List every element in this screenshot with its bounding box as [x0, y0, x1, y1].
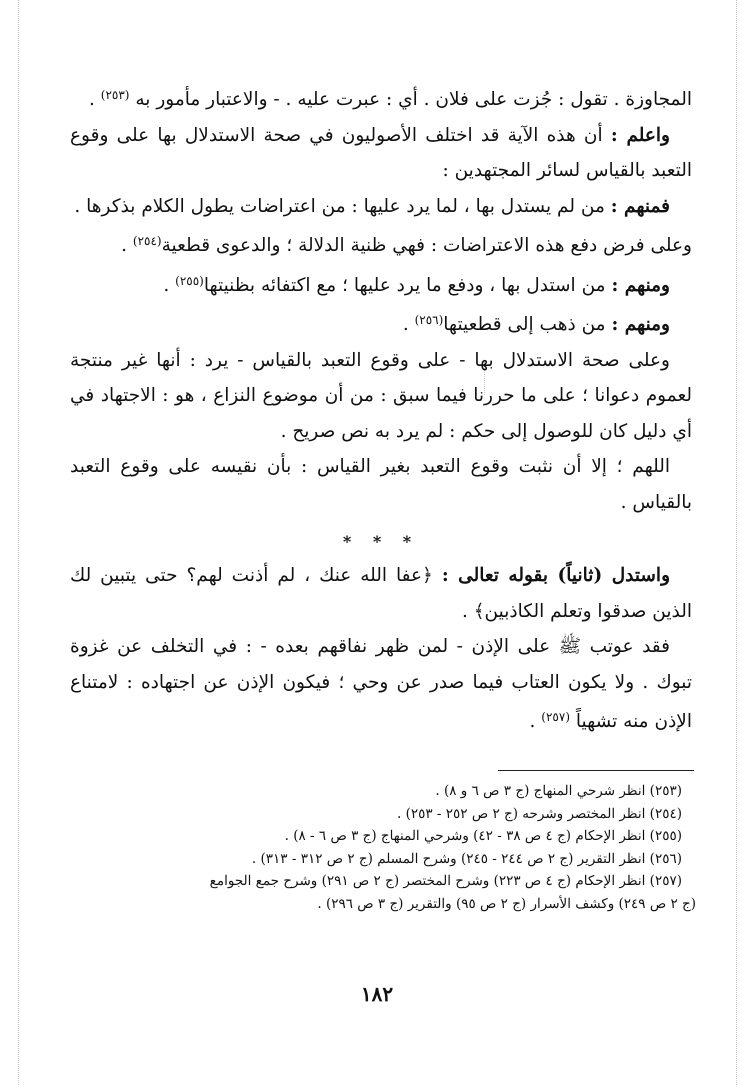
paragraph-8: اللهم ؛ إلا أن نثبت وقوع التعبد بغير القياس : بأن نقيسه على وقوع التعبد بالقياس . — [70, 456, 692, 513]
margin-dots-right — [736, 0, 737, 1085]
paragraph-9: واستدل (ثانياً) بقوله تعالى : ﴿عفا الله عنك ، لم أذنت لهم؟ حتى يتبين لك الذين صدقوا وتعلم الكاذبين﴾ . — [70, 565, 692, 622]
main-text — [70, 78, 692, 740]
footnote-257-continued: (ج ٢ ص ٢٤٩) وكشف الأسرار (ج ٢ ص ٩٥) والتقرير (ج ٣ ص ٢٩٦) . — [317, 895, 696, 912]
paragraph-1: المجاوزة . تقول : جُزت على فلان . أي : عبرت عليه . - والاعتبار مأمور به $^{(٢٥٣)}$ . — [89, 88, 692, 110]
paragraph-5: ومنهم : من استدل بها ، ودفع ما يرد عليها ؛ مع اكتفائه بظنيتها$^{(٢٥٥)}$ . — [163, 273, 670, 296]
paragraph-10: فقد عوتب ﷺ على الإذن - لمن ظهر نفاقهم بعده - : في التخلف عن غزوة تبوك . ولا يكون العتاب فيما صدر عن وحي ؛ فيكون الإذن عن اجتهاده : لامتناع الإذن منه تشهياً $^{(٢٥٧)}$ . — [70, 636, 692, 732]
footnote-ref-255[interactable]: (٢٥٥) — [175, 273, 204, 288]
footnote-ref-257[interactable]: (٢٥٧) — [541, 710, 571, 724]
section-separator: * * * — [342, 532, 420, 551]
footnote-254: (٢٥٤) انظر المختصر وشرحه (ج ٢ ص ٢٥٢ - ٢٥٣) . — [397, 805, 682, 822]
paragraph-7: وعلى صحة الاستدلال بها - على وقوع التعبد بالقياس - يرد : أنها غير منتجة لعموم دعوانا ؛ على ما حررنا فيما سبق : من أن موضوع النزاع ، هو : الاجتهاد في أي دليل كان للوصول إلى حكم : لم يرد به نص صريح . — [70, 349, 692, 442]
footnote-257: (٢٥٧) انظر الإحكام (ج ٤ ص ٢٢٣) وشرح المختصر (ج ٢ ص ٢٩١) وشرح جمع الجوامع — [209, 873, 682, 889]
footnote-ref-254[interactable]: (٢٥٤) — [132, 234, 162, 248]
paragraph-9-lead: واستدل (ثانياً) بقوله تعالى : — [441, 565, 670, 586]
footnote-256: (٢٥٦) انظر التقرير (ج ٢ ص ٢٤٤ - ٢٤٥) وشرح المسلم (ج ٢ ص ٣١٢ - ٣١٣) . — [251, 850, 682, 867]
footnote-separator — [498, 770, 694, 771]
footnote-255: (٢٥٥) انظر الإحكام (ج ٤ ص ٣٨ - ٤٢) وشرحي المنهاج (ج ٣ ص ٦ - ٨) . — [284, 828, 682, 844]
paragraph-2: واعلم : أن هذه الآية قد اختلف الأصوليون في صحة الاستدلال بها على وقوع التعبد بالقياس لسائر المجتهدين : — [70, 124, 692, 181]
footnote-ref-253[interactable]: (٢٥٣) — [100, 88, 130, 102]
paragraph-4: وعلى فرض دفع هذه الاعتراضات : فهي ظنية الدلالة ؛ والدعوى قطعية$^{(٢٥٤)}$ . — [121, 234, 692, 256]
footnote-253: (٢٥٣) انظر شرحي المنهاج (ج ٣ ص ٦ و ٨) . — [435, 783, 682, 799]
paragraph-5-lead: ومنهم : — [611, 274, 670, 296]
page-number: ١٨٢ — [360, 982, 394, 1006]
paragraph-6: ومنهم : من ذهب إلى قطعيتها$^{(٢٥٦)}$ . — [402, 313, 670, 335]
paragraph-6-lead: ومنهم : — [611, 314, 670, 335]
margin-dots-left — [18, 0, 19, 1085]
footnote-ref-256[interactable]: (٢٥٦) — [414, 313, 444, 327]
paragraph-3: فمنهم : من لم يستدل بها ، لما يرد عليها : من اعتراضات يطول الكلام بذكرها . — [74, 195, 670, 217]
paragraph-2-lead: واعلم : — [610, 124, 670, 146]
footnotes — [70, 780, 696, 915]
paragraph-3-lead: فمنهم : — [610, 195, 670, 217]
